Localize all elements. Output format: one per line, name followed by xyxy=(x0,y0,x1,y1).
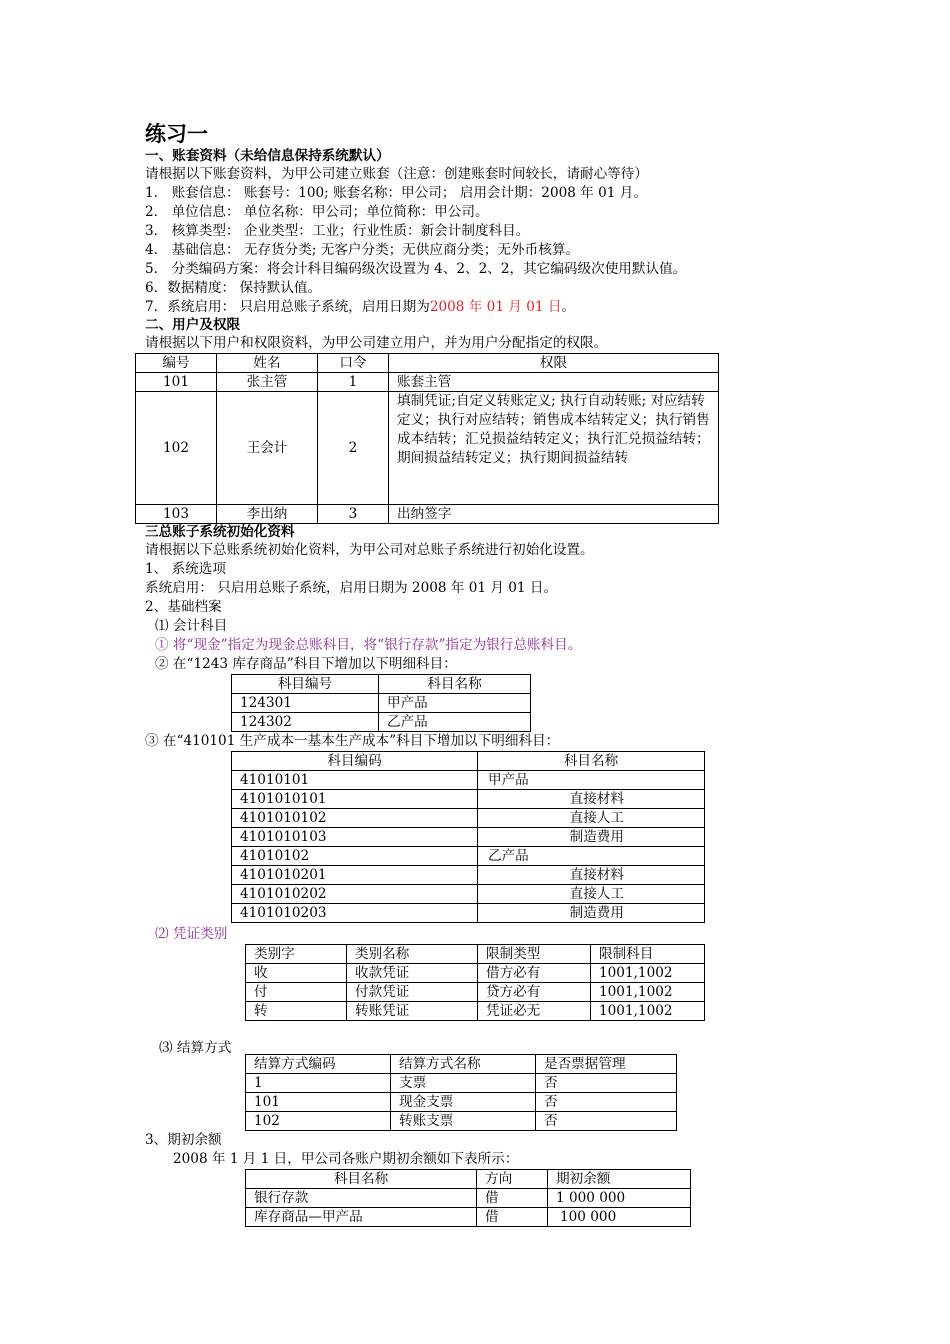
table-row xyxy=(246,1074,677,1093)
table-row xyxy=(232,904,705,923)
column-header: 类别字 xyxy=(246,945,347,964)
table-row xyxy=(246,1002,705,1021)
cell: 4101010201 xyxy=(232,866,478,885)
column-header: 科目名称 xyxy=(478,752,705,771)
cell: 1001,1002 xyxy=(591,1002,705,1021)
cell: 1 xyxy=(246,1074,391,1093)
cell: 102 xyxy=(246,1112,391,1131)
cell: 制造费用 xyxy=(478,904,705,923)
section3-heading: 三总账子系统初始化资料 xyxy=(145,524,295,540)
settlement-table xyxy=(245,1054,677,1131)
cell: 4101010103 xyxy=(232,828,478,847)
cell: 否 xyxy=(536,1093,677,1112)
section3-intro: 请根据以下总账系统初始化资料，为甲公司对总账子系统进行初始化设置。 xyxy=(145,542,594,558)
cell: 甲产品 xyxy=(379,694,531,713)
column-header: 姓名 xyxy=(217,354,318,373)
cell: 直接材料 xyxy=(478,790,705,809)
table-row xyxy=(246,964,705,983)
subsection-title: 3、期初余额 xyxy=(145,1132,222,1148)
user-password: 3 xyxy=(318,505,389,524)
cell: 现金支票 xyxy=(391,1093,536,1112)
section1-heading: 一、账套资料（未给信息保持系统默认） xyxy=(145,148,390,164)
column-header: 科目名称 xyxy=(379,675,531,694)
cell: 4101010102 xyxy=(232,809,478,828)
cell: 1001,1002 xyxy=(591,964,705,983)
settlement-title: ⑶ 结算方式 xyxy=(159,1040,232,1056)
cell: 凭证必无 xyxy=(478,1002,591,1021)
cell: 1 000 000 xyxy=(548,1189,691,1208)
cell: 4101010101 xyxy=(232,790,478,809)
table-row xyxy=(232,885,705,904)
section1-intro: 请根据以下账套资料，为甲公司建立账套（注意：创建账套时间较长，请耐心等待） xyxy=(145,166,648,182)
table-row xyxy=(136,505,719,524)
cell: 库存商品—甲产品 xyxy=(246,1208,477,1227)
table-row xyxy=(232,790,705,809)
section1-item: 5． 分类编码方案：将会计科目编码级次设置为 4、2、2、2，其它编码级次使用默认值。 xyxy=(145,261,687,277)
table-row xyxy=(232,809,705,828)
cell: 制造费用 xyxy=(478,828,705,847)
step-2: ② 在“1243 库存商品”科目下增加以下明细科目： xyxy=(155,656,457,672)
cell: 转账支票 xyxy=(391,1112,536,1131)
column-header: 是否票据管理 xyxy=(536,1055,677,1074)
table-row xyxy=(246,1208,691,1227)
column-header: 结算方式名称 xyxy=(391,1055,536,1074)
column-header: 限制科目 xyxy=(591,945,705,964)
table-header-row xyxy=(136,354,719,373)
stock-goods-table xyxy=(231,674,531,732)
section1-item-7 xyxy=(145,298,735,317)
document-page xyxy=(145,120,735,1227)
item7-date: 2008 年 01 月 01 日 xyxy=(429,299,562,315)
table-header-row xyxy=(246,945,705,964)
cell: 乙产品 xyxy=(478,847,705,866)
item7-end: 。 xyxy=(561,299,576,315)
cell: 4101010202 xyxy=(232,885,478,904)
section1-item: 6．数据精度： 保持默认值。 xyxy=(145,280,322,296)
page-title: 练习一 xyxy=(145,122,208,146)
opening-balance-text: 2008 年 1 月 1 日，甲公司各账户期初余额如下表所示： xyxy=(173,1151,519,1167)
column-header: 结算方式编码 xyxy=(246,1055,391,1074)
cell: 贷方必有 xyxy=(478,983,591,1002)
cell: 否 xyxy=(536,1074,677,1093)
column-header: 权限 xyxy=(389,354,719,373)
user-name: 王会计 xyxy=(217,392,318,505)
step-1: ① 将“现金”指定为现金总账科目，将“银行存款”指定为银行总账科目。 xyxy=(155,637,582,653)
column-header: 期初余额 xyxy=(548,1170,691,1189)
user-id: 101 xyxy=(136,373,217,392)
cell: 收 xyxy=(246,964,347,983)
user-id: 102 xyxy=(136,392,217,505)
user-name: 李出纳 xyxy=(217,505,318,524)
table-row xyxy=(232,771,705,790)
table-row xyxy=(246,1093,677,1112)
table-row xyxy=(232,866,705,885)
voucher-types-title: ⑵ 凭证类别 xyxy=(155,926,228,942)
section2-intro: 请根据以下用户和权限资料，为甲公司建立用户，并为用户分配指定的权限。 xyxy=(145,335,608,351)
table-header-row xyxy=(232,675,531,694)
table-header-row xyxy=(246,1170,691,1189)
table-row xyxy=(246,983,705,1002)
cell: 收款凭证 xyxy=(347,964,478,983)
cell: 付 xyxy=(246,983,347,1002)
cell: 甲产品 xyxy=(478,771,705,790)
table-row xyxy=(232,847,705,866)
column-header: 限制类型 xyxy=(478,945,591,964)
section1-item: 2． 单位信息： 单位名称：甲公司；单位简称：甲公司。 xyxy=(145,204,489,220)
user-name: 张主管 xyxy=(217,373,318,392)
cell: 41010101 xyxy=(232,771,478,790)
section1-item: 1． 账套信息： 账套号：100; 账套名称：甲公司； 启用会计期：2008 年 01 月。 xyxy=(145,185,647,201)
table-row xyxy=(246,1189,691,1208)
cell: 付款凭证 xyxy=(347,983,478,1002)
cell: 直接人工 xyxy=(478,885,705,904)
column-header: 编号 xyxy=(136,354,217,373)
cell: 41010102 xyxy=(232,847,478,866)
cell: 否 xyxy=(536,1112,677,1131)
cell: 直接材料 xyxy=(478,866,705,885)
cell: 1001,1002 xyxy=(591,983,705,1002)
cell: 乙产品 xyxy=(379,713,531,732)
users-table xyxy=(135,353,719,524)
column-header: 类别名称 xyxy=(347,945,478,964)
system-options-text: 系统启用： 只启用总账子系统，启用日期为 2008 年 01 月 01 日。 xyxy=(145,580,558,596)
table-row xyxy=(246,1112,677,1131)
cell: 转账凭证 xyxy=(347,1002,478,1021)
cell: 转 xyxy=(246,1002,347,1021)
column-header: 口令 xyxy=(318,354,389,373)
cell: 支票 xyxy=(391,1074,536,1093)
user-password: 2 xyxy=(318,392,389,505)
item7-prefix: 7．系统启用： 只启用总账子系统，启用日期为 xyxy=(145,299,430,315)
cell: 借方必有 xyxy=(478,964,591,983)
cell: 101 xyxy=(246,1093,391,1112)
cell: 借 xyxy=(477,1189,548,1208)
voucher-types-table xyxy=(245,944,705,1021)
user-permission: 出纳签字 xyxy=(389,505,719,524)
subsection-title: 2、基础档案 xyxy=(145,599,222,615)
section1-item: 4． 基础信息： 无存货分类; 无客户分类；无供应商分类；无外币核算。 xyxy=(145,242,580,258)
column-header: 科目编号 xyxy=(232,675,379,694)
table-row xyxy=(232,828,705,847)
subsection-title: 1、 系统选项 xyxy=(145,561,226,577)
cell: 124302 xyxy=(232,713,379,732)
section1-item: 3． 核算类型： 企业类型：工业；行业性质：新会计制度科目。 xyxy=(145,223,530,239)
user-password: 1 xyxy=(318,373,389,392)
accounts-title: ⑴ 会计科目 xyxy=(155,618,228,634)
column-header: 科目编码 xyxy=(232,752,478,771)
opening-balance-table xyxy=(245,1169,691,1227)
cell: 直接人工 xyxy=(478,809,705,828)
cell: 银行存款 xyxy=(246,1189,477,1208)
production-cost-table xyxy=(231,751,705,923)
cell: 4101010203 xyxy=(232,904,478,923)
column-header: 方向 xyxy=(477,1170,548,1189)
column-header: 科目名称 xyxy=(246,1170,477,1189)
table-row xyxy=(232,713,531,732)
table-row xyxy=(136,392,719,505)
table-row xyxy=(136,373,719,392)
table-row xyxy=(232,694,531,713)
table-header-row xyxy=(232,752,705,771)
section2-heading: 二、用户及权限 xyxy=(145,317,241,333)
cell: 100 000 xyxy=(548,1208,691,1227)
cell: 124301 xyxy=(232,694,379,713)
step-3: ③ 在“410101 生产成本一基本生产成本”科目下增加以下明细科目： xyxy=(145,733,560,749)
user-id: 103 xyxy=(136,505,217,524)
user-permission: 账套主管 xyxy=(389,373,719,392)
cell: 借 xyxy=(477,1208,548,1227)
table-header-row xyxy=(246,1055,677,1074)
user-permission: 填制凭证;自定义转账定义; 执行自动转账; 对应结转定义；执行对应结转；销售成本结转定义；执行销售成本结转；汇兑损益结转定义；执行汇兑损益结转；期间损益结转定义；执行期间损益结转 xyxy=(389,392,719,505)
